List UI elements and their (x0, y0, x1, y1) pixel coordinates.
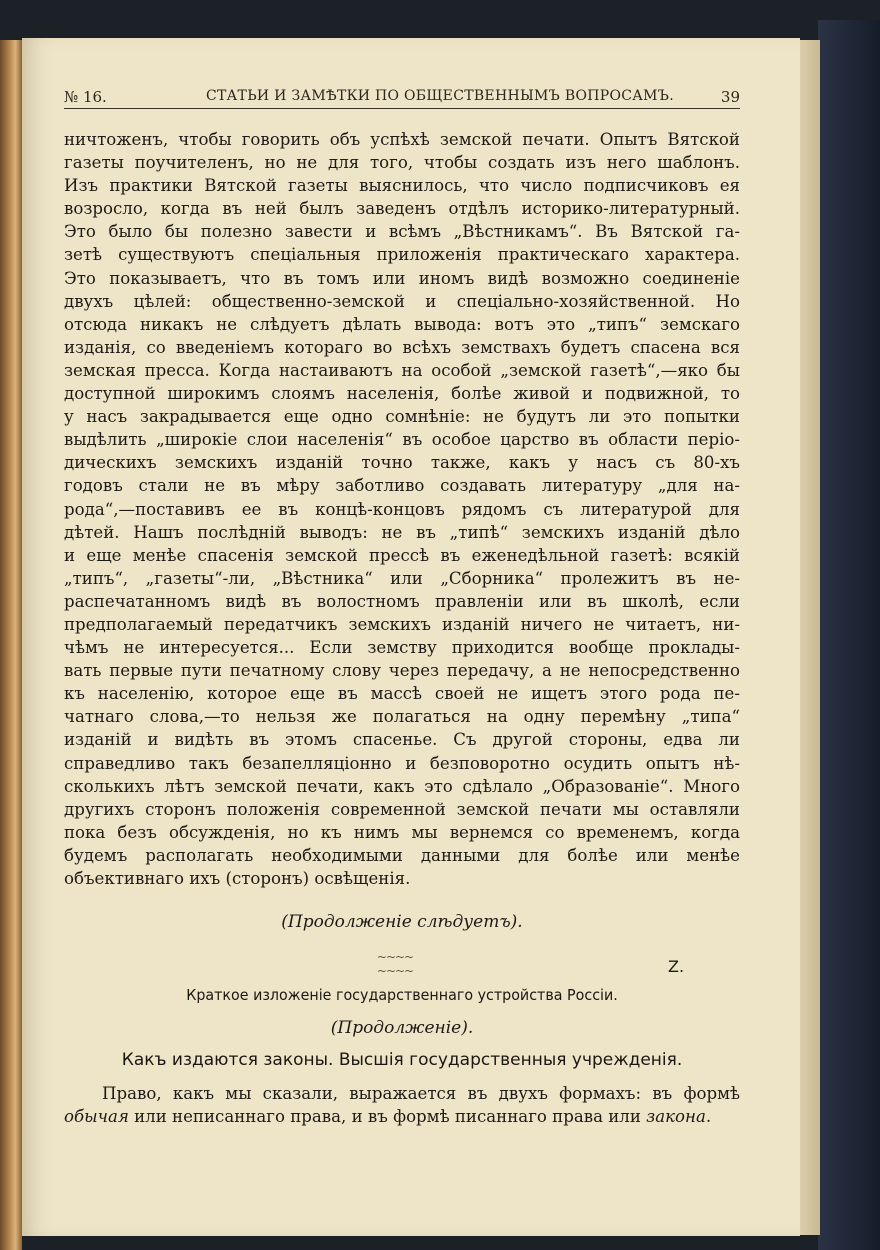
body-line: сколькихъ лѣтъ земской печати, какъ это сдѣлало „Образованіе“. Много (64, 776, 740, 796)
body-line: распечатанномъ видѣ въ волостномъ правленіи или въ школѣ, если (64, 591, 740, 611)
running-header (64, 88, 740, 110)
body-line: другихъ сторонъ положенія современной земской печати мы оставляли (64, 799, 740, 819)
body-line: двухъ цѣлей: общественно-земской и спеціально-хозяйственной. Но (64, 291, 740, 311)
body-line: рода“,—поставивъ ее въ концѣ-концовъ рядомъ съ литературой для (64, 499, 740, 519)
book-cover-right (818, 20, 880, 1250)
body-line: отсюда никакъ не слѣдуетъ дѣлать вывода: вотъ это „типъ“ земскаго (64, 314, 740, 334)
body-line: газеты поучителенъ, но не для того, чтобы создать изъ него шаблонъ. (64, 153, 740, 173)
body-line: вать первые пути печатному слову через передачу, а не непосредственно (64, 661, 740, 681)
section-title: Краткое изложеніе государственнаго устройства Россіи. (186, 986, 618, 1004)
body-line: дическихъ земскихъ изданій точно также, какъ у насъ съ 80-хъ (64, 453, 740, 473)
book-binding-left (0, 40, 22, 1250)
body-line: чѣмъ не интересуется... Если земству приходится вообще проклады- (64, 638, 740, 658)
page-number: 39 (720, 88, 740, 106)
body-line: и еще менѣе спасенія земской прессѣ въ еженедѣльной газетѣ: всякій (64, 545, 740, 565)
body-line: зетѣ существуютъ спеціальныя приложенія практическаго характера. (64, 245, 740, 265)
continuation-note: (Продолженіе слѣдуетъ). (281, 912, 523, 932)
body-line: будемъ располагать необходимыми данными для болѣе или менѣе (64, 845, 740, 865)
body-line: Это показываетъ, что въ томъ или иномъ видѣ возможно соединеніе (64, 268, 740, 288)
body-line: ничтоженъ, чтобы говорить объ успѣхѣ земской печати. Опытъ Вятской (64, 130, 740, 149)
body-line: возросло, когда въ ней былъ заведенъ отдѣлъ историко-литературный. (64, 199, 740, 219)
running-title: СТАТЬИ И ЗАМѢТКИ ПО ОБЩЕСТВЕННЫМЪ ВОПРОСАМЪ. (206, 88, 674, 104)
body-line: Это было бы полезно завести и всѣмъ „Вѣстникамъ“. Въ Вятской га- (64, 222, 740, 242)
body-line: Изъ практики Вятской газеты выяснилось, что число подписчиковъ ея (64, 176, 740, 196)
body-line: у насъ закрадывается еще одно сомнѣніе: не будутъ ли это попытки (64, 407, 740, 427)
body-line: пока безъ обсужденія, но къ нимъ мы вернемся со временемъ, когда (64, 822, 740, 842)
body-line: изданія, со введеніемъ котораго во всѣхъ земствахъ будетъ спасена вся (64, 337, 740, 357)
body-line: земская пресса. Когда настаиваютъ на особой „земской газетѣ“,—яко бы (64, 360, 740, 380)
body-line: предполагаемый передатчикъ земскихъ изданій ничего не читаетъ, ни- (64, 614, 740, 634)
paragraph-line: Право, какъ мы сказали, выражается въ двухъ формахъ: въ формѣ (102, 1084, 740, 1103)
section-paragraph (64, 1082, 740, 1128)
body-line: выдѣлить „широкіе слои населенія“ въ особое царство въ области періо- (64, 430, 740, 450)
paragraph-line: обычая или неписаннаго права, и въ формѣ писаннаго права или закона. (64, 1107, 712, 1127)
body-line: дѣтей. Нашъ послѣдній выводъ: не въ „типѣ“ земскихъ изданій дѣло (64, 522, 740, 542)
body-line: объективнаго ихъ (сторонъ) освѣщенія. (64, 869, 411, 888)
section-continuation-note: (Продолженіе). (330, 1018, 474, 1038)
divider-ornament: ~~~~ ~~~~ (376, 950, 414, 978)
body-line: годовъ стали не въ мѣру заботливо создавать литературу „для на- (64, 476, 740, 496)
body-line: „типъ“, „газеты“-ли, „Вѣстника“ или „Сборника“ пролежитъ въ не- (64, 568, 740, 588)
body-line: справедливо такъ безапелляціонно и безповоротно осудить опытъ нѣ- (64, 753, 740, 773)
subsection-title: Какъ издаются законы. Высшія государственныя учрежденія. (121, 1050, 683, 1070)
body-line: изданій и видѣть въ этомъ спасенье. Съ другой стороны, едва ли (64, 730, 740, 750)
author-signature: Z. (668, 957, 685, 976)
body-line: доступной широкимъ слоямъ населенія, болѣе живой и подвижной, то (64, 384, 740, 404)
header-rule (64, 108, 740, 109)
article-body (64, 128, 740, 890)
body-line: чатнаго слова,—то нельзя же полагаться на одну перемѣну „типа“ (64, 707, 740, 727)
body-line: къ населенію, которое еще въ массѣ своей не ищетъ этого рода пе- (64, 684, 740, 704)
issue-number: № 16. (64, 88, 107, 106)
